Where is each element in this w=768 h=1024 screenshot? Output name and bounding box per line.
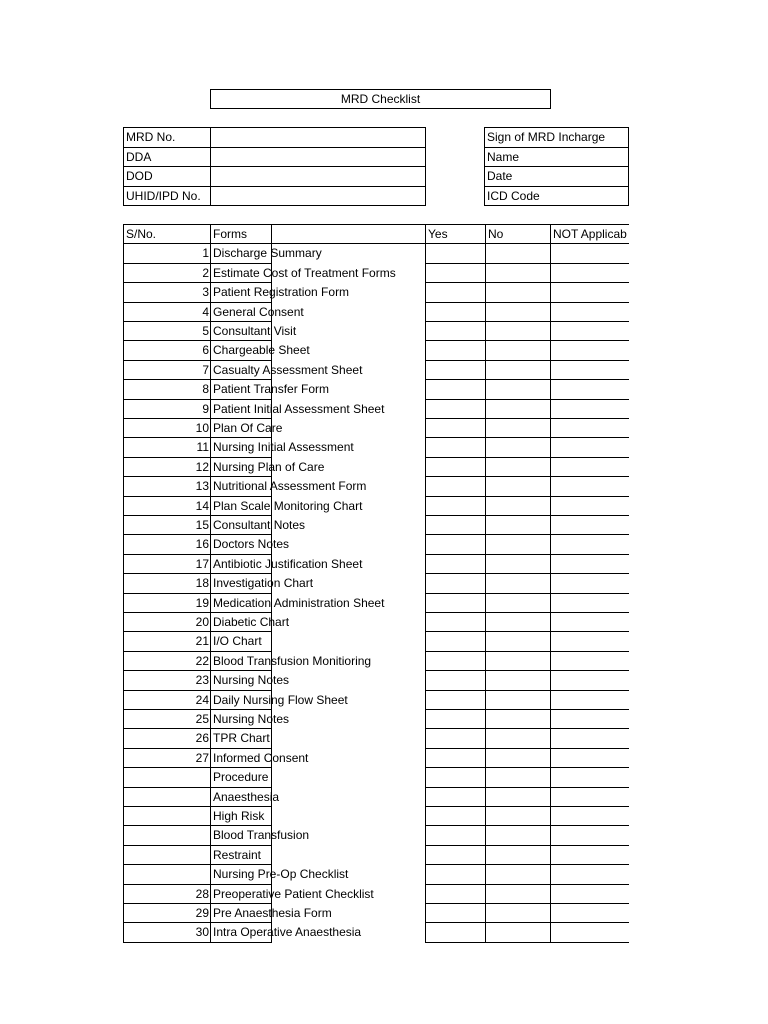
no-checkbox-cell[interactable] (486, 923, 550, 942)
yes-checkbox-cell[interactable] (426, 846, 485, 864)
no-checkbox-cell[interactable] (486, 264, 550, 282)
form-name: Daily Nursing Flow Sheet (213, 693, 348, 707)
yes-checkbox-cell[interactable] (426, 477, 485, 496)
form-name: Patient Initial Assessment Sheet (213, 402, 385, 416)
yes-checkbox-cell[interactable] (426, 826, 485, 845)
row-number: 12 (195, 460, 209, 474)
row-number: 29 (195, 906, 209, 920)
form-name: Nutritional Assessment Form (213, 479, 367, 493)
yes-checkbox-cell[interactable] (426, 807, 485, 825)
grid-line (425, 942, 629, 943)
form-name: Casualty Assessment Sheet (213, 363, 363, 377)
row-number: 30 (195, 925, 209, 939)
row-number: 21 (195, 634, 209, 648)
not-applicable-checkbox-cell[interactable] (551, 671, 628, 690)
not-applicable-checkbox-cell[interactable] (551, 749, 628, 767)
form-name: Blood Transfusion (213, 828, 310, 842)
no-checkbox-cell[interactable] (486, 283, 550, 302)
yes-checkbox-cell[interactable] (426, 768, 485, 787)
info-value-field[interactable] (211, 128, 425, 147)
not-applicable-checkbox-cell[interactable] (551, 477, 628, 496)
form-name: Intra Operative Anaesthesia (213, 925, 362, 939)
yes-checkbox-cell[interactable] (426, 671, 485, 690)
row-number: 18 (195, 576, 209, 590)
form-name: Preoperative Patient Checklist (213, 887, 374, 901)
no-checkbox-cell[interactable] (486, 671, 550, 690)
grid-line (425, 127, 426, 206)
yes-checkbox-cell[interactable] (426, 594, 485, 612)
form-name: Antibiotic Justification Sheet (213, 557, 363, 571)
no-checkbox-cell[interactable] (486, 788, 550, 806)
not-applicable-checkbox-cell[interactable] (551, 807, 628, 825)
form-name: Nursing Initial Assessment (213, 440, 354, 454)
no-checkbox-cell[interactable] (486, 303, 550, 321)
not-applicable-checkbox-cell[interactable] (551, 555, 628, 573)
not-applicable-checkbox-cell[interactable] (551, 361, 628, 379)
row-number: 26 (195, 731, 209, 745)
row-number: 19 (195, 596, 209, 610)
row-number (124, 768, 210, 787)
info-value-field[interactable] (211, 187, 425, 205)
no-checkbox-cell[interactable] (486, 477, 550, 496)
form-name: Pre Anaesthesia Form (213, 906, 332, 920)
not-applicable-checkbox-cell[interactable] (551, 283, 628, 302)
yes-checkbox-cell[interactable] (426, 244, 485, 263)
not-applicable-checkbox-cell[interactable] (551, 244, 628, 263)
form-name: Procedure (213, 770, 269, 784)
row-number: 22 (195, 654, 209, 668)
row-number: 8 (202, 382, 209, 396)
not-applicable-checkbox-cell[interactable] (551, 652, 628, 670)
form-name: I/O Chart (213, 634, 262, 648)
not-applicable-checkbox-cell[interactable] (551, 594, 628, 612)
no-checkbox-cell[interactable] (486, 516, 550, 534)
not-applicable-checkbox-cell[interactable] (551, 458, 628, 476)
not-applicable-checkbox-cell[interactable] (551, 574, 628, 593)
yes-checkbox-cell[interactable] (426, 632, 485, 651)
not-applicable-checkbox-cell[interactable] (551, 826, 628, 845)
form-name: Diabetic Chart (213, 615, 290, 629)
row-number: 9 (202, 402, 209, 416)
no-checkbox-cell[interactable] (486, 322, 550, 340)
form-name: Informed Consent (213, 751, 309, 765)
no-checkbox-cell[interactable] (486, 594, 550, 612)
row-number: 4 (202, 305, 209, 319)
no-checkbox-cell[interactable] (486, 885, 550, 903)
no-checkbox-cell[interactable] (486, 555, 550, 573)
not-applicable-checkbox-cell[interactable] (551, 400, 628, 418)
header-forms: Forms (213, 227, 247, 241)
form-name: Restraint (213, 848, 262, 862)
header-not-applicable: NOT Applicab (553, 227, 627, 241)
yes-checkbox-cell[interactable] (426, 885, 485, 903)
form-name: Consultant Notes (213, 518, 306, 532)
yes-checkbox-cell[interactable] (426, 458, 485, 476)
form-name: Doctors Notes (213, 537, 290, 551)
yes-checkbox-cell[interactable] (426, 923, 485, 942)
row-number: 20 (195, 615, 209, 629)
not-applicable-checkbox-cell[interactable] (551, 419, 628, 437)
row-number: 6 (202, 343, 209, 357)
no-checkbox-cell[interactable] (486, 632, 550, 651)
row-number: 3 (202, 285, 209, 299)
no-checkbox-cell[interactable] (486, 341, 550, 360)
yes-checkbox-cell[interactable] (426, 380, 485, 399)
no-checkbox-cell[interactable] (486, 361, 550, 379)
row-number (124, 865, 210, 884)
no-checkbox-cell[interactable] (486, 768, 550, 787)
row-number: 25 (195, 712, 209, 726)
no-checkbox-cell[interactable] (486, 438, 550, 457)
not-applicable-checkbox-cell[interactable] (551, 904, 628, 922)
not-applicable-checkbox-cell[interactable] (551, 885, 628, 903)
no-checkbox-cell[interactable] (486, 749, 550, 767)
no-checkbox-cell[interactable] (486, 710, 550, 728)
not-applicable-checkbox-cell[interactable] (551, 341, 628, 360)
not-applicable-checkbox-cell[interactable] (551, 380, 628, 399)
form-name: Consultant Visit (213, 324, 297, 338)
no-checkbox-cell[interactable] (486, 807, 550, 825)
row-number: 2 (202, 266, 209, 280)
no-checkbox-cell[interactable] (486, 400, 550, 418)
yes-checkbox-cell[interactable] (426, 303, 485, 321)
not-applicable-checkbox-cell[interactable] (551, 729, 628, 748)
grid-line (628, 127, 629, 206)
form-name: Nursing Pre-Op Checklist (213, 867, 349, 881)
no-checkbox-cell[interactable] (486, 652, 550, 670)
row-number (124, 807, 210, 825)
row-number: 28 (195, 887, 209, 901)
row-number: 17 (195, 557, 209, 571)
info-label: DOD (126, 169, 153, 183)
yes-checkbox-cell[interactable] (426, 555, 485, 573)
yes-checkbox-cell[interactable] (426, 516, 485, 534)
grid-line (123, 942, 272, 943)
form-name: Discharge Summary (213, 246, 322, 260)
yes-checkbox-cell[interactable] (426, 574, 485, 593)
form-name: Investigation Chart (213, 576, 314, 590)
yes-checkbox-cell[interactable] (426, 400, 485, 418)
form-name: Plan Scale Monitoring Chart (213, 499, 363, 513)
yes-checkbox-cell[interactable] (426, 264, 485, 282)
form-name: High Risk (213, 809, 265, 823)
form-name: General Consent (213, 305, 304, 319)
row-number: 15 (195, 518, 209, 532)
info-label: DDA (126, 150, 152, 164)
yes-checkbox-cell[interactable] (426, 788, 485, 806)
no-checkbox-cell[interactable] (486, 419, 550, 437)
grid-line (123, 205, 426, 206)
page-title: MRD Checklist (210, 89, 551, 109)
header-sno: S/No. (126, 227, 157, 241)
yes-checkbox-cell[interactable] (426, 361, 485, 379)
not-applicable-checkbox-cell[interactable] (551, 613, 628, 631)
info-label: MRD No. (126, 130, 176, 144)
header-yes: Yes (428, 227, 448, 241)
form-name: TPR Chart (213, 731, 270, 745)
not-applicable-checkbox-cell[interactable] (551, 788, 628, 806)
grid-line (484, 205, 629, 206)
not-applicable-checkbox-cell[interactable] (551, 264, 628, 282)
form-name: Nursing Plan of Care (213, 460, 325, 474)
not-applicable-checkbox-cell[interactable] (551, 768, 628, 787)
no-checkbox-cell[interactable] (486, 497, 550, 515)
not-applicable-checkbox-cell[interactable] (551, 865, 628, 884)
form-name: Estimate Cost of Treatment Forms (213, 266, 396, 280)
no-checkbox-cell[interactable] (486, 865, 550, 884)
no-checkbox-cell[interactable] (486, 846, 550, 864)
row-number: 14 (195, 499, 209, 513)
info-label: UHID/IPD No. (126, 189, 201, 203)
row-number: 27 (195, 751, 209, 765)
row-number (124, 846, 210, 864)
yes-checkbox-cell[interactable] (426, 341, 485, 360)
row-number: 7 (202, 363, 209, 377)
info-label: Date (487, 169, 513, 183)
not-applicable-checkbox-cell[interactable] (551, 923, 628, 942)
no-checkbox-cell[interactable] (486, 458, 550, 476)
form-name: Anaesthesia (213, 790, 280, 804)
yes-checkbox-cell[interactable] (426, 322, 485, 340)
not-applicable-checkbox-cell[interactable] (551, 691, 628, 709)
yes-checkbox-cell[interactable] (426, 904, 485, 922)
yes-checkbox-cell[interactable] (426, 710, 485, 728)
row-number: 16 (195, 537, 209, 551)
no-checkbox-cell[interactable] (486, 826, 550, 845)
no-checkbox-cell[interactable] (486, 613, 550, 631)
yes-checkbox-cell[interactable] (426, 691, 485, 709)
no-checkbox-cell[interactable] (486, 691, 550, 709)
row-number: 13 (195, 479, 209, 493)
no-checkbox-cell[interactable] (486, 904, 550, 922)
no-checkbox-cell[interactable] (486, 574, 550, 593)
no-checkbox-cell[interactable] (486, 244, 550, 263)
form-name: Patient Transfer Form (213, 382, 330, 396)
not-applicable-checkbox-cell[interactable] (551, 322, 628, 340)
info-value-field[interactable] (211, 148, 425, 166)
no-checkbox-cell[interactable] (486, 729, 550, 748)
form-name: Nursing Notes (213, 712, 290, 726)
row-number (124, 788, 210, 806)
yes-checkbox-cell[interactable] (426, 497, 485, 515)
info-label: Sign of MRD Incharge (487, 130, 606, 144)
form-name: Chargeable Sheet (213, 343, 310, 357)
yes-checkbox-cell[interactable] (426, 535, 485, 554)
not-applicable-checkbox-cell[interactable] (551, 535, 628, 554)
row-number: 5 (202, 324, 209, 338)
info-label: Name (487, 150, 520, 164)
yes-checkbox-cell[interactable] (426, 652, 485, 670)
not-applicable-checkbox-cell[interactable] (551, 710, 628, 728)
form-name: Nursing Notes (213, 673, 290, 687)
not-applicable-checkbox-cell[interactable] (551, 497, 628, 515)
row-number: 23 (195, 673, 209, 687)
not-applicable-checkbox-cell[interactable] (551, 303, 628, 321)
yes-checkbox-cell[interactable] (426, 749, 485, 767)
yes-checkbox-cell[interactable] (426, 438, 485, 457)
form-name: Plan Of Care (213, 421, 283, 435)
row-number: 24 (195, 693, 209, 707)
no-checkbox-cell[interactable] (486, 535, 550, 554)
form-name: Blood Transfusion Monitioring (213, 654, 372, 668)
yes-checkbox-cell[interactable] (426, 729, 485, 748)
row-number (124, 826, 210, 845)
no-checkbox-cell[interactable] (486, 380, 550, 399)
not-applicable-checkbox-cell[interactable] (551, 846, 628, 864)
info-label: ICD Code (487, 189, 540, 203)
info-value-field[interactable] (211, 167, 425, 186)
header-no: No (488, 227, 504, 241)
row-number: 11 (196, 440, 209, 454)
not-applicable-checkbox-cell[interactable] (551, 438, 628, 457)
yes-checkbox-cell[interactable] (426, 865, 485, 884)
row-number: 1 (202, 246, 209, 260)
yes-checkbox-cell[interactable] (426, 283, 485, 302)
form-name: Patient Registration Form (213, 285, 350, 299)
not-applicable-checkbox-cell[interactable] (551, 632, 628, 651)
yes-checkbox-cell[interactable] (426, 419, 485, 437)
yes-checkbox-cell[interactable] (426, 613, 485, 631)
form-name: Medication Administration Sheet (213, 596, 385, 610)
not-applicable-checkbox-cell[interactable] (551, 516, 628, 534)
row-number: 10 (195, 421, 209, 435)
